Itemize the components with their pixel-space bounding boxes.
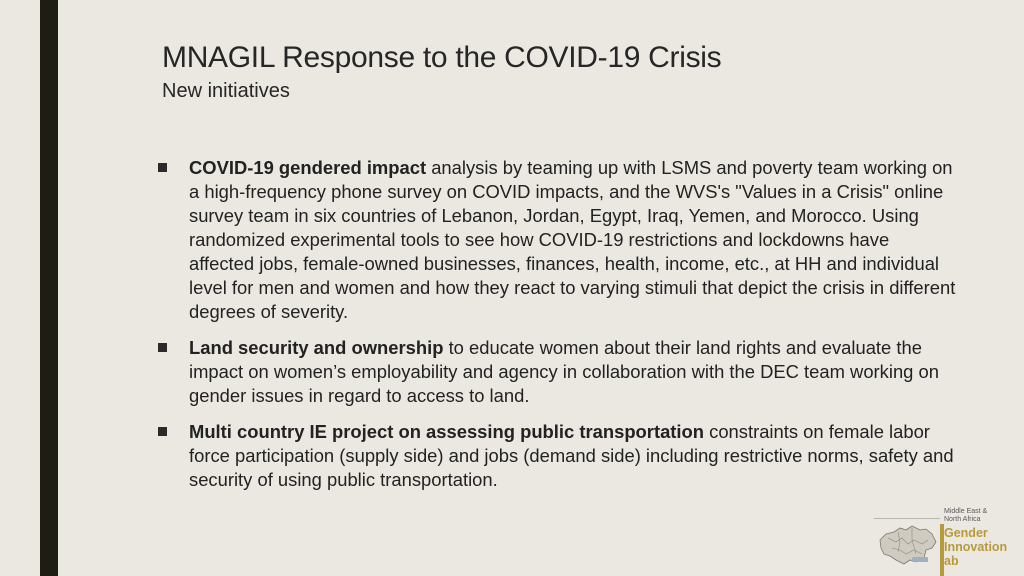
logo-org-line: North Africa xyxy=(944,516,981,523)
logo-name-line: ab xyxy=(944,554,959,568)
slide-subtitle: New initiatives xyxy=(162,80,290,102)
square-bullet-icon xyxy=(158,343,167,352)
logo-org-text xyxy=(944,508,1014,524)
bullet-lead: Multi country IE project on assessing public transportation xyxy=(189,421,705,442)
bullet-list xyxy=(158,156,958,504)
logo-name-text xyxy=(944,526,1014,568)
logo-name-line: Innovation xyxy=(944,540,1008,554)
logo-name-line: Gender xyxy=(944,526,988,540)
bullet-item-public-transport xyxy=(158,420,958,492)
bullet-lead: Land security and ownership xyxy=(189,337,444,358)
slide-title: MNAGIL Response to the COVID-19 Crisis xyxy=(162,41,722,74)
bullet-item-land-security xyxy=(158,336,958,408)
bullet-lead: COVID-19 gendered impact xyxy=(189,157,427,178)
mena-map-icon xyxy=(876,520,940,568)
gender-innovation-lab-logo xyxy=(874,506,1014,576)
left-accent-bar xyxy=(40,0,58,576)
bullet-text: to educate women about their land rights and evaluate the impact on women’s employability and agency in collaboration with the DEC team working on gender issues in regard to access to land. xyxy=(189,337,939,406)
bullet-text: analysis by teaming up with LSMS and poverty team working on a high-frequency phone survey on COVID impacts, and the WVS's "Values in a Crisis" online survey team in six countries of Lebanon, Jordan, Egypt, Iraq, Yemen, and Morocco. Using randomized experimental tools to see how COVID-19 restrictions and lockdowns have affected jobs, female-owned businesses, finances, health, income, etc., at HH and individual level for men and women and how they react to varying stimuli that depict the crisis in different degrees of severity. xyxy=(189,157,956,322)
square-bullet-icon xyxy=(158,427,167,436)
bullet-text: constraints on female labor force participation (supply side) and jobs (demand side) including restrictive norms, safety and security of using public transportation. xyxy=(189,421,954,490)
bullet-item-covid-impact xyxy=(158,156,958,324)
logo-org-line: Middle East & xyxy=(944,508,988,515)
square-bullet-icon xyxy=(158,163,167,172)
